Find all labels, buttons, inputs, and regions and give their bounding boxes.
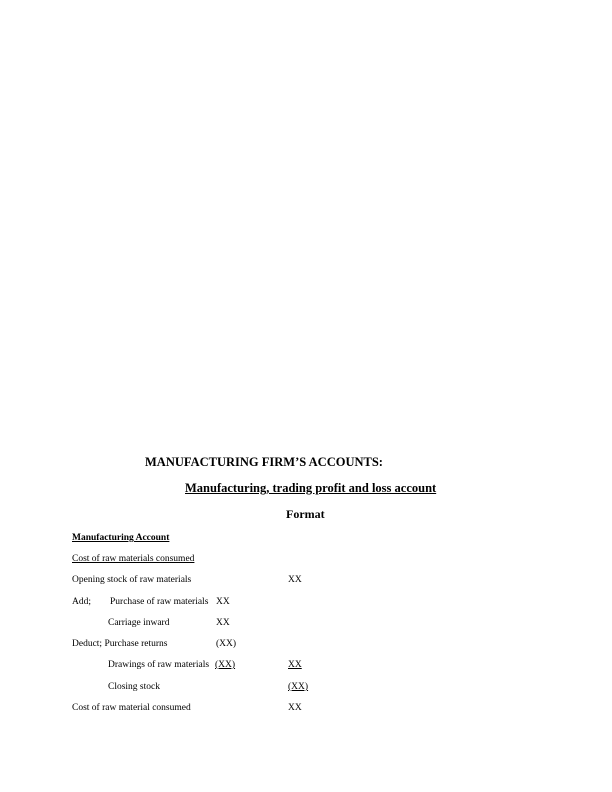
main-title: MANUFACTURING FIRM’S ACCOUNTS: — [145, 455, 383, 469]
row-label: Purchase of raw materials — [110, 597, 209, 607]
section-heading: Manufacturing Account — [72, 533, 170, 543]
row-label: Drawings of raw materials — [108, 660, 210, 670]
subtitle: Manufacturing, trading profit and loss account — [185, 481, 437, 495]
subsection-heading: Cost of raw materials consumed — [72, 554, 195, 564]
row-value: (XX) — [216, 639, 237, 649]
row-value: XX — [216, 618, 230, 628]
row-amount: XX — [288, 575, 302, 585]
row-value: (XX) — [215, 660, 236, 670]
row-label: Carriage inward — [108, 618, 170, 628]
row-label: Deduct; Purchase returns — [72, 639, 168, 649]
row-prefix: Add; — [72, 597, 91, 607]
row-value: XX — [216, 597, 230, 607]
row-label: Opening stock of raw materials — [72, 575, 192, 585]
row-amount: XX — [288, 660, 302, 670]
row-label: Cost of raw material consumed — [72, 703, 191, 713]
format-label: Format — [286, 507, 325, 521]
row-amount: XX — [288, 703, 302, 713]
row-label: Closing stock — [108, 682, 160, 692]
row-amount: (XX) — [288, 682, 309, 692]
